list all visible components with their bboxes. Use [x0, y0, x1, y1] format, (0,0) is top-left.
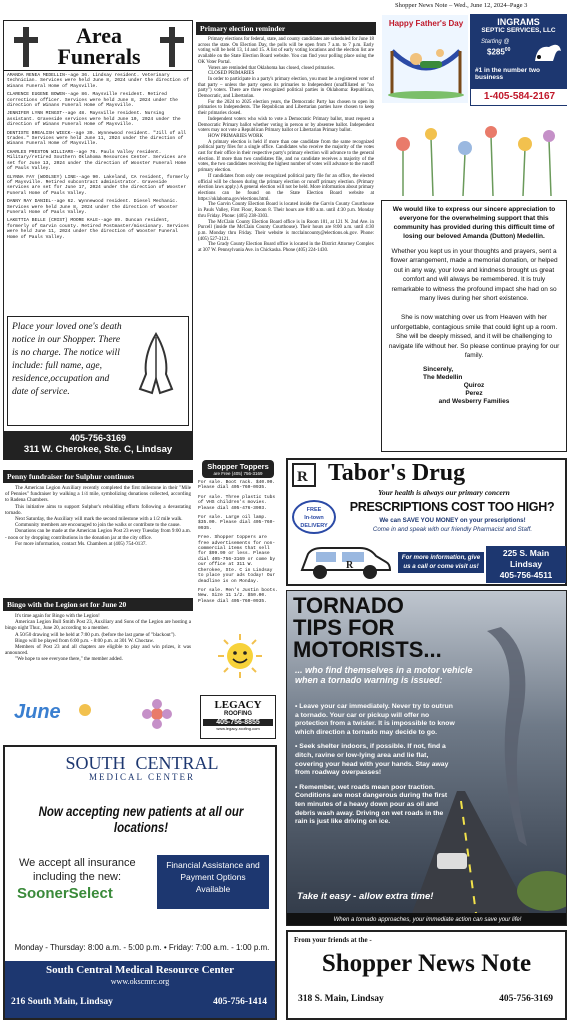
medellin-signoff [388, 366, 560, 406]
funeral-entry: DANNY RAY DANIEL--age 62. Wynnewood resident. Diesel Mechanic. Services were held June 8, 2024 under the direction of Wooster Funeral Home of Pauls Valley. [7, 199, 178, 215]
svg-text:R: R [297, 469, 308, 485]
tornado-bullet-text: Leave your car immediately. Never try to outrun a tornado. Your car or pickup will offer no protection from a twister. It is impossible to know which direction a tornado may decide to go. [295, 703, 455, 736]
scmc-name-central: CENTRAL [135, 753, 219, 773]
delivery-line: In-town [304, 515, 324, 521]
page-header: Shopper News Note – Wed., June 12, 2024–Page 3 [395, 2, 528, 9]
skunk-icon [531, 37, 563, 65]
delivery-car-icon [294, 538, 394, 582]
fathers-day-ad [382, 15, 468, 103]
scmc-address: 216 South Main, Lindsay [11, 997, 113, 1007]
primary-paragraph: A primary election is held if more than one candidate from the same recognized political party files for a single office. Candidates who receive the majority of the votes cast for their office in their respective party's primary election will advance to the general election. If more than two candidates file, and no candidate receives a majority of the votes, the two candidates receiving the highest number of votes will advance to the runoff primary election. [198, 139, 374, 174]
funeral-entry: CLARENCE EUGENE BOWEN--age 86. Maysville resident. Retired corrections officer. Services were held June 8, 2024 under the direction of Winans Funeral Home of Maysville. [7, 92, 178, 109]
june-graphic [10, 695, 180, 735]
funeral-list [4, 71, 192, 245]
primary-paragraph: For the 2024 to 2025 election years, the Democratic Party has chosen to open its primaries to Independents. The Republican and Libertarian parties have chosen to keep their primaries closed. [198, 99, 374, 117]
topper-item: For sale. Men's Justin boots. New. Size 11 1/2. $50.00. Please dial 405-760-0935. [198, 587, 278, 604]
smiley-sun-icon [216, 632, 264, 680]
tabors-name: Tabor's Drug [328, 460, 466, 486]
primary-paragraph: If candidates from only one recognized political party file for an office, the elected official will be chosen during the primary election or runoff primary election. (Primary election laws apply.) A general election will not be held. More information about primary elections can be found on the State Election Board website at https://oklahoma.gov/elections.html. [198, 173, 374, 202]
scmc-insurance-line2: including the new: [33, 871, 122, 883]
tornado-bullet-text: Seek shelter indoors, if possible. If not, find a ditch, ravine or low-lying area and lie flat, covering your head with your hands. Stay away from roadway overpasses! [295, 743, 449, 777]
rx-icon [292, 463, 316, 487]
cross-icon-right [158, 27, 186, 67]
bingo-title: Bingo with the Legion set for June 20 [3, 598, 193, 611]
scmc-hours: Monday - Thursday: 8:00 a.m. - 5:00 p.m. • Friday: 7:00 a.m. - 1:00 p.m. [14, 943, 270, 952]
toppers-header [202, 460, 274, 478]
scmc-resource-bar [5, 961, 275, 1018]
ingrams-ad [470, 14, 567, 106]
primary-election-article [196, 22, 376, 460]
flowers-decoration [383, 108, 567, 198]
tornado-title [293, 595, 442, 661]
bingo-paragraph: "We hope to see everyone there," the member added. [15, 656, 123, 663]
signoff-line: The Medellin [423, 374, 463, 382]
hammock-illustration [386, 33, 466, 99]
scmc-headline: Now accepting new patients at all our locations! [38, 803, 244, 835]
death-notice-text: Place your loved one's death notice in our Shopper. There is no charge. The notice will include: full name, age, residence,occupation and date of service. [12, 322, 122, 397]
toppers-sub: are Free (405) 756-3169 [213, 471, 263, 476]
june-text: June [14, 701, 61, 723]
sun-icon-small [74, 699, 96, 721]
ingrams-name: INGRAMS [497, 17, 540, 27]
legacy-phone: 405-756-8855 [203, 719, 273, 726]
topper-item: For sale. Boot rack. $40.00. Please dial 405-760-0935. [198, 480, 276, 491]
tornado-bullet: • Remember, wet roads mean poor traction. Conditions are most dangerous during the first ten minutes of a heavy down pour as oil and debris wash away. Driving on wet roads in the rain is just like driving on ice. [295, 783, 448, 826]
medellin-thanks [381, 200, 567, 452]
shopper-footer-address: 318 S. Main, Lindsay [298, 994, 384, 1004]
penny-paragraph: For more information, contact Ms. Chambers at (405) 754-0137. [15, 540, 147, 547]
primary-paragraph: The Garvin County Election Board is located inside the Garvin County Courthouse in Pauls Valley, First Floor, Room 8. Their hours are 8:00 a.m. until 4:30 p.m. Monday thru Friday. Phone: (405) 238-3303. [198, 202, 374, 219]
shopper-from: From your friends at the - [294, 936, 372, 944]
penny-paragraph: The American Legion Auxiliary recently completed the first milestone in their "Mile of Pennies" fundraiser by walking a 1/4 mile, symbolizing donations collected, according to Radena Chambers. [5, 485, 191, 504]
shopper-name: Shopper News Note [321, 950, 532, 977]
death-notice-box [7, 316, 189, 426]
tabors-info: For more information, give us a call or come visit us! [398, 552, 484, 573]
area-funerals [3, 20, 193, 460]
primary-subhead: CLOSED PRIMARIES [208, 71, 255, 77]
ingrams-phone: 1-405-584-2167 [471, 89, 568, 105]
topper-item: For sale. Three plastic tubs of VHS children's movies. Please dial 405-476-3903. [198, 494, 276, 511]
tornado-bullets [295, 703, 455, 827]
funeral-entry: DENTISTE BREALISH WIECK--age 39. Wynnewood resident. "Jill of all trades." Services were held June 11, 2024 under the direction of Winans Funeral Home of Maysville. [7, 130, 187, 147]
scmc-insurance-line1: We accept all insurance [19, 857, 136, 869]
bingo-paragraph: American Legion Bull Smith Post 23, Auxiliary and Sons of the Legion are hosting a bingo night Thur., June 20, according to a member. [5, 619, 191, 632]
tabors-drug-ad [286, 458, 567, 586]
tabors-save-line: We can SAVE YOU MONEY on your prescriptions! [379, 517, 526, 524]
legacy-sub: ROOFING [224, 711, 252, 717]
tabors-come-line: Come in and speak with our friendly Pharmacist and Staff. [372, 526, 533, 533]
scmc-ad [3, 745, 277, 1020]
legacy-roofing-ad [200, 695, 276, 739]
tornado-tips-ad [286, 590, 567, 926]
ingrams-sub: SEPTIC SERVICES, LLC [481, 27, 556, 34]
funeral-phone: 405-756-3169 [69, 433, 127, 443]
funerals-title: Area Funerals [57, 23, 141, 69]
funeral-entry: CHARLES PRESTON WILLIAMS--age 76. Pauls Valley resident. Military/retired Southern Oklahoma Resources Center. Services are set for June 13, 2024 under the direction of Wooster Funeral Home of Pauls Valley. [7, 149, 187, 172]
scmc-name-south: SOUTH [65, 753, 126, 773]
funeral-contact [4, 431, 192, 459]
primary-paragraph: The McClain County Election Board office is in Room 101, at 121 N. 2nd Ave. in Purcell (inside the McClain County Courthouse). Their hours are 8:00 a.m. until 4:30 p.m. Monday thru Friday. Their website is mcclaincounty@elections.ok.gov. Phone: (405) 527-3121. [198, 219, 374, 242]
ingrams-price-value: $285 [487, 47, 505, 57]
tornado-title-line: MOTORISTS... [293, 637, 442, 662]
primary-subhead: HOW PRIMARIES WORK [208, 133, 263, 139]
scmc-sooner-select: SoonerSelect [17, 885, 113, 902]
primary-title: Primary election reminder [196, 22, 376, 35]
signoff-line: Sincerely, [423, 366, 454, 374]
tabors-delivery-badge [292, 500, 336, 534]
tabors-tagline: Your health is always our primary concern [378, 488, 510, 497]
primary-paragraph: Independent voters who wish to vote a Democratic Primary ballot, must request a Democratic Primary ballot whether voting in person or by absentee ballot. Independent voters may not vote a Republican Primary ballot or Libertarian Primary ballot. [198, 116, 374, 134]
scmc-name-medical: MEDICAL CENTER [89, 772, 195, 782]
topper-item: For sale. Large oil lamp. $35.00. Please dial 405-760-0935. [198, 515, 276, 531]
delivery-line: DELIVERY [300, 523, 328, 529]
ingrams-price-cents: 00 [504, 47, 511, 53]
penny-paragraph: This initiative aims to support Sulphur's rebuilding efforts following a devastating tornado. [5, 503, 191, 516]
tornado-title-line: TORNADO [293, 593, 404, 618]
toppers-list [196, 478, 280, 610]
bingo-paragraph: A 50/50 drawing will be held at 7:00 p.m. (before the last game of "blackout"). [15, 631, 176, 638]
primary-paragraph: Primary elections for federal, state, and county candidates are scheduled for June 18 across the state. On Election Day, the polls will be open from 7 a.m. to 7 p.m. Early voting will be held 13, 14 and 15. A list of early voting locations and the election list are available on the State Election Board website. You can find your polling place using the OK Voter Portal. [198, 37, 374, 65]
medellin-intro: We would like to express our sincere appreciation to everyone for the overwhelming support that this community has provided during this difficult time of losing our beloved Amanda (Dutton) Medellin. [392, 206, 556, 240]
penny-paragraph: Donations can be made at the American Legion Post 23 every Tuesday from 9:00 a.m. - noon or by dropping contributions in the donation jar at the city office. [5, 528, 191, 541]
topper-item: Free. Shopper toppers are free advertisements for non-commercial items that sell for $99.99 or less. Please dial 405-756-3169 or come by our office at 311 W. Cherokee, Ste. C in Lindsay to place your ads today! Our deadline is on Monday. [198, 535, 276, 584]
toppers-title: Shopper Toppers [207, 462, 269, 471]
primary-body [196, 35, 376, 256]
penny-paragraph: Next Saturday, the Auxiliary will mark the second milestone with a 1/2 mile walk. [15, 516, 183, 523]
tabors-address: 225 S. Main [502, 548, 550, 558]
signoff-line: and Wesberry Families [438, 398, 510, 406]
shopper-footer-phone: 405-756-3169 [499, 994, 553, 1004]
scmc-financial: Financial Assistance and Payment Options Available [157, 855, 269, 909]
funeral-entry: JENNIFER LYNN MINGST--age 48. Maysville resident. Nursing assistant. Graveside services were held June 10, 2024 under the direction of Winans Funeral Home of Maysville. [7, 111, 181, 128]
medellin-paragraph: She is now watching over us from Heaven with her unforgettable, contagious smile that could light up a room. She will be deeply missed, and it will be challenging to navigate life without her. So please continue praying for our family. [388, 314, 560, 360]
tornado-subtitle: ... who find themselves in a motor vehicle when a tornado warning is issued: [295, 665, 473, 685]
bingo-paragraph: It's time again for Bingo with the Legion! [15, 613, 100, 619]
ingrams-starting: Starting @ [481, 39, 510, 45]
scmc-logo [35, 753, 249, 795]
bingo-article [3, 598, 193, 690]
scmc-phone: 405-756-1414 [213, 997, 267, 1007]
ingrams-price [487, 47, 510, 57]
delivery-line: FREE [306, 507, 322, 513]
tabors-city: Lindsay [509, 559, 543, 569]
primary-paragraph: The Grady County Election Board office is located in the District Attorney Complex at 307 W. Pennsylvania Ave. in Chickasha. Phone (405) 224-1430. [198, 242, 374, 254]
take-it-easy: Take it easy - allow extra time! [297, 891, 434, 902]
scmc-web: www.okscmrc.org [110, 977, 170, 986]
tornado-bullet: • Leave your car immediately. Never try to outrun a tornado. Your car or pickup will offer no protection from a twister. It is impossible to know which direction a tornado may decide to go. [295, 703, 455, 736]
medellin-paragraph: Whether you kept us in your thoughts and prayers, sent a flower arrangement, made a memorial donation, or helped out in any way, your love and kindness brought us great comfort and will always be remembered. It is truly remarkable to witness the profound impact she had on so many lives during her short existence. [390, 248, 558, 303]
tornado-footer: When a tornado approaches, your immediate action can save your life! [287, 913, 567, 926]
svg-text:R: R [346, 560, 354, 571]
funerals-title-box [4, 21, 192, 71]
penny-title: Penny fundraiser for Sulphur continues [3, 470, 193, 483]
bingo-paragraph: Members of Post 23 and all chapters are eligible to play and win prizes, it was announced. [5, 644, 191, 657]
tabors-phone: 405-756-4511 [499, 570, 553, 580]
scmc-resource: South Central Medical Resource Center [46, 964, 234, 976]
penny-paragraph: Community members are encouraged to join the walks or contribute to the cause. [15, 522, 181, 529]
shopper-news-note-ad [286, 930, 567, 1020]
flower-icon [140, 697, 174, 731]
primary-paragraph: Voters are reminded that Oklahoma has closed, closed primaries. [208, 65, 335, 71]
cross-icon [12, 27, 40, 67]
legacy-web: www.legacy-roofing.com [216, 726, 260, 731]
tabors-headline: PRESCRIPTIONS COST TOO HIGH? [349, 500, 555, 514]
funeral-entry: GLYNNA FAY (WOOLSEY) LINE--age 90. Lakeland, CA resident, formerly of Maysville. Retired subcontract administrator. Graveside services are set for June 17, 2024 under the direction of Wooster Funeral Home of Pauls Valley. [7, 174, 189, 196]
penny-article [3, 470, 193, 595]
bingo-paragraph: Bingo will be played from 6:00 p.m. - 8:00 p.m. at 301 W. Choctaw. [15, 637, 155, 644]
praying-hands-icon [126, 329, 186, 399]
tornado-bullet-text: Remember, wet roads mean poor traction. Conditions are most dangerous during the first ten minutes of a heavy down pour as oil and debris wash away. Driving on wet roads in the rain is just like driving on ice. [295, 783, 448, 826]
bingo-body [3, 611, 193, 665]
tabors-contact [486, 546, 566, 583]
ingrams-number-one: #1 in the number two business [475, 67, 541, 81]
legacy-name: LEGACY [214, 699, 262, 711]
funeral-address: 311 W. Cherokee, Ste. C, Lindsay [23, 444, 173, 455]
signoff-line: Perez [465, 390, 483, 398]
signoff-line: Quiroz [463, 382, 485, 390]
tornado-bullet: • Seek shelter indoors, if possible. If not, find a ditch, ravine or low-lying area and lie flat, covering your head with your hands. Stay away from roadway overpasses! [295, 743, 449, 777]
fathers-day-text: Happy Father's Day [388, 19, 464, 28]
tornado-title-line: TIPS FOR [293, 615, 395, 640]
penny-body [3, 483, 193, 549]
funeral-entry: AMANDA RENEA MEDELLIN--age 36. Lindsay resident. Veterinary technician. Services were held June 8, 2024 under the direction of Winans Funeral Home of Maysville. [7, 73, 189, 89]
primary-paragraph: In order to participate in a party's primary election, you must be a registered voter of that party – unless the party opens its primaries to Independent (unaffiliated or "no party") voters. There are three recognized political parties in Oklahoma: Republican, Democratic, and Libertarian. [198, 76, 374, 100]
funeral-entry: LAKETTIA BELLE (CRIST) MOORE KALE--age 89. Duncan resident, formerly of Garvin county. Retired Postmaster/missionary. Services were held June 11, 2024 under the direction of Wooster Funeral Home of Pauls Valley. [7, 218, 189, 240]
